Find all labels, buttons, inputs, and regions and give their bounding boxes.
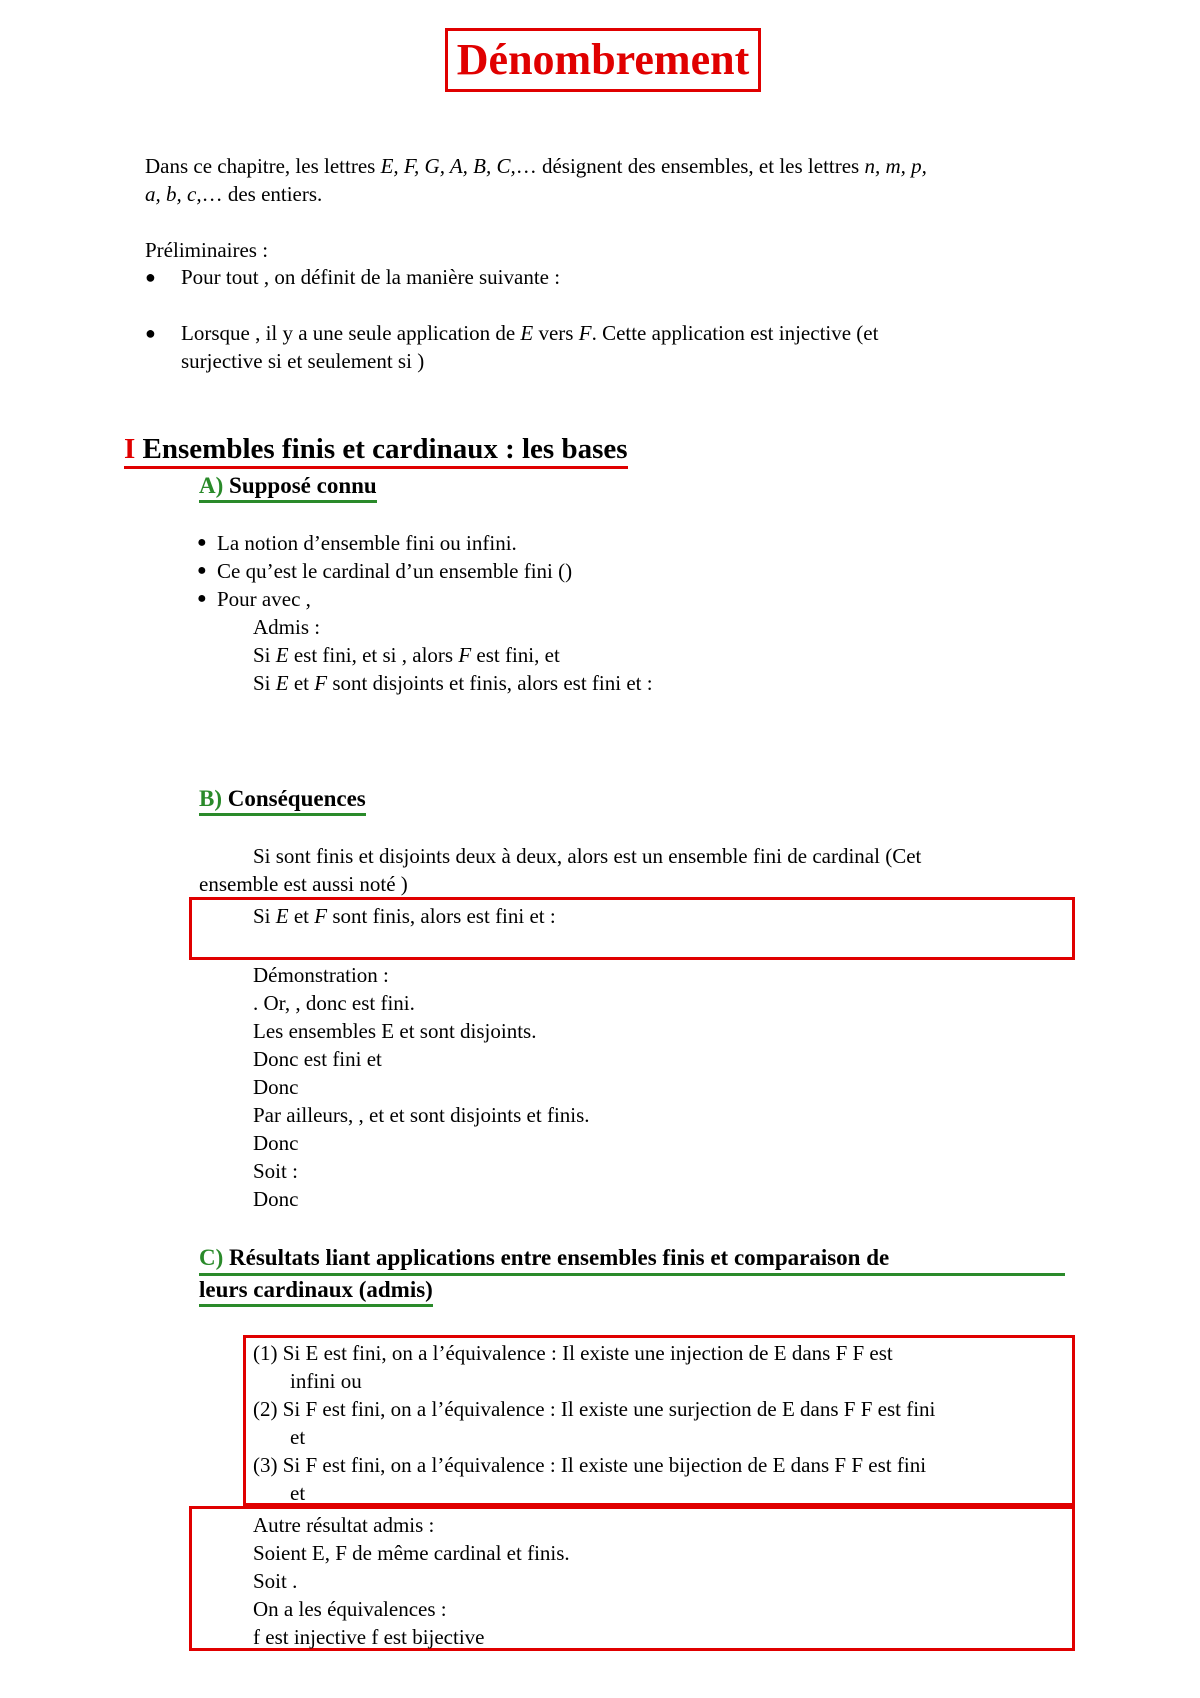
text: sont disjoints et finis, alors est fini et : [327,671,653,695]
intro-line-1 [145,152,927,180]
section-a-heading [199,472,377,503]
text: Lorsque , il y a une seule application de [181,321,521,345]
intro-vars: n, m, p, [864,154,927,178]
demo-line: . Or, , donc est fini. [253,991,415,1015]
intro-text: … des entiers. [201,182,323,206]
text: vers [533,321,579,345]
consequence-line-1: Si sont finis et disjoints deux à deux, alors est un ensemble fini de cardinal (Cet [253,844,922,868]
autre-line: Soit . [253,1569,298,1593]
autre-line: Autre résultat admis : [253,1513,435,1537]
bullet-icon: ● [145,323,156,343]
intro-text: … désignent des ensembles, et les lettres [515,154,865,178]
section-title: Conséquences [222,786,366,811]
result-1-line-2: infini ou [290,1369,362,1393]
var: E [275,904,289,928]
section-title: Ensembles finis et cardinaux : les bases [135,433,628,465]
demo-line: Donc [253,1131,299,1155]
result-3-line-1: (3) Si F est fini, on a l’équivalence : Il existe une bijection de E dans F F est fini [253,1453,927,1477]
result-2-line-1: (2) Si F est fini, on a l’équivalence : Il existe une surjection de E dans F F est fini [253,1397,936,1421]
preliminaires-bullet-2-line-1 [181,319,878,347]
intro-vars: E, F, G, A, B, C, [380,154,516,178]
text: sont finis, alors est fini et : [327,904,556,928]
section-title: Supposé connu [223,473,377,498]
demo-line: Démonstration : [253,963,389,987]
bullet-icon: ● [197,534,207,551]
result-1-line-1: (1) Si E est fini, on a l’équivalence : Il existe une injection de E dans F F est [253,1341,893,1365]
admis-line-2 [253,669,653,697]
consequence-line-2: ensemble est aussi noté ) [199,872,408,896]
preliminaires-label: Préliminaires : [145,238,269,262]
autre-line: f est injective f est bijective [253,1625,485,1649]
section-number: C) [199,1245,224,1270]
text: . Cette application est injective (et [591,321,879,345]
intro-vars: a, b, c, [145,182,202,206]
demo-line: Les ensembles E et sont disjoints. [253,1019,537,1043]
demo-line: Donc [253,1187,299,1211]
demo-line: Donc est fini et [253,1047,382,1071]
section-b-heading [199,785,366,816]
page-title: Dénombrement [456,35,750,84]
demo-line: Soit : [253,1159,298,1183]
supposed-item-3: Pour avec , [217,587,311,611]
text: est fini, et si , alors [288,643,459,667]
section-title: Résultats liant applications entre ensembles finis et comparaison de [223,1245,890,1270]
supposed-item-2: Ce qu’est le cardinal d’un ensemble fini () [217,559,573,583]
demo-line: Par ailleurs, , et et sont disjoints et finis. [253,1103,590,1127]
admis-line-1 [253,641,560,669]
section-number: A) [199,473,224,498]
result-2-line-2: et [290,1425,306,1449]
preliminaires-bullet-1: Pour tout , on définit de la manière suivante : [181,265,561,289]
var: E [275,643,289,667]
text: et [288,904,315,928]
section-1-heading [124,432,628,469]
var: F [578,321,592,345]
section-number: I [124,433,136,465]
var: F [314,904,328,928]
var: F [314,671,328,695]
boxed-result-text [253,902,556,930]
var: E [520,321,534,345]
section-number: B) [199,786,222,811]
title-box [445,28,761,92]
result-3-line-2: et [290,1481,306,1505]
demo-line: Donc [253,1075,299,1099]
autre-line: On a les équivalences : [253,1597,447,1621]
bullet-icon: ● [145,267,156,287]
autre-line: Soient E, F de même cardinal et finis. [253,1541,570,1565]
bullet-icon: ● [197,590,207,607]
var: E [275,671,289,695]
bullet-icon: ● [197,562,207,579]
text: Si [253,671,276,695]
preliminaires-bullet-2-line-2: surjective si et seulement si ) [181,349,425,373]
var: F [458,643,472,667]
text: Si [253,643,276,667]
intro-text: Dans ce chapitre, les lettres [145,154,381,178]
section-c-heading-line-2: leurs cardinaux (admis) [199,1276,433,1307]
text: est fini, et [471,643,560,667]
supposed-item-1: La notion d’ensemble fini ou infini. [217,531,517,555]
text: et [288,671,315,695]
text: Si [253,904,276,928]
section-c-heading-line-1 [199,1244,889,1272]
intro-line-2 [145,180,322,208]
admis-label: Admis : [253,615,321,639]
